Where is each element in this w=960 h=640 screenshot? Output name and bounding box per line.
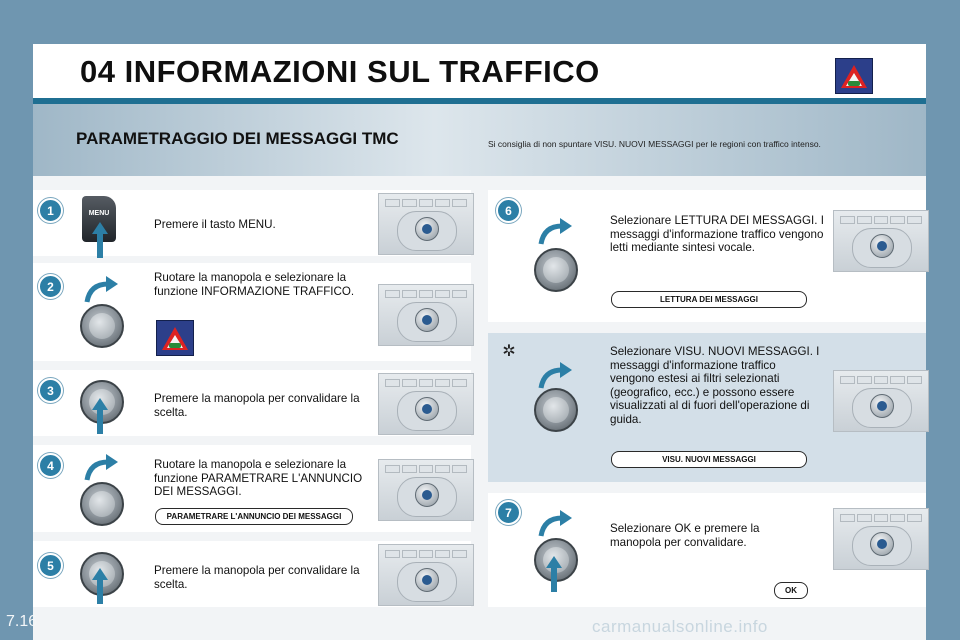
rotate-arrow-icon xyxy=(538,362,572,390)
press-arrow-icon xyxy=(92,398,108,434)
knob-icon xyxy=(80,482,124,526)
traffic-sign-icon xyxy=(156,320,194,356)
step-5-text: Premere la manopola per convalidare la scelta. xyxy=(154,564,360,591)
step-2-number: 2 xyxy=(38,274,63,299)
step-7-number: 7 xyxy=(496,500,521,525)
step-3-text: Premere la manopola per convalidare la scelta. xyxy=(154,392,360,419)
step-1-number: 1 xyxy=(38,198,63,223)
radio-panel-icon xyxy=(378,284,474,346)
rotate-arrow-icon xyxy=(538,218,572,246)
visu-text: Selezionare VISU. NUOVI MESSAGGI. I messaggi d'informazione traffico vengono estesi ai filtri selezionati (geografico, ecc.) e possono essere visualizzati al di fuori dell'operazione di guida. xyxy=(610,345,820,426)
radio-panel-icon xyxy=(378,373,474,435)
ok-option: OK xyxy=(774,582,808,599)
page-number: 7.16 xyxy=(6,613,38,630)
rotate-arrow-icon xyxy=(84,454,118,482)
step-4-number: 4 xyxy=(38,453,63,478)
step-4-text: Ruotare la manopola e selezionare la funzione PARAMETRARE L'ANNUNCIO DEI MESSAGGI. xyxy=(154,458,363,498)
settings-icon: ✲ xyxy=(502,343,516,360)
press-arrow-icon xyxy=(546,556,562,592)
radio-panel-icon xyxy=(378,544,474,606)
rotate-arrow-icon xyxy=(84,276,118,304)
section-title: PARAMETRAGGIO DEI MESSAGGI TMC xyxy=(76,129,399,148)
step-3-number: 3 xyxy=(38,378,63,403)
radio-panel-icon xyxy=(378,193,474,255)
watermark: carmanualsonline.info xyxy=(592,617,768,636)
step-5-number: 5 xyxy=(38,553,63,578)
knob-icon xyxy=(534,248,578,292)
lettura-messaggi-option: LETTURA DEI MESSAGGI xyxy=(611,291,807,308)
knob-icon xyxy=(534,388,578,432)
step-2-text: Ruotare la manopola e selezionare la funzione INFORMAZIONE TRAFFICO. xyxy=(154,271,355,298)
step-7-text: Selezionare OK e premere la manopola per convalidare. xyxy=(610,522,760,549)
radio-panel-icon xyxy=(378,459,474,521)
press-arrow-icon xyxy=(92,568,108,604)
tip-text: Si consiglia di non spuntare VISU. NUOVI MESSAGGI per le regioni con traffico intenso. xyxy=(488,139,821,149)
parametrare-annuncio-option: PARAMETRARE L'ANNUNCIO DEI MESSAGGI xyxy=(155,508,353,525)
step-1-text: Premere il tasto MENU. xyxy=(154,218,276,231)
radio-panel-icon xyxy=(833,508,929,570)
knob-icon xyxy=(80,304,124,348)
press-arrow-icon xyxy=(92,222,108,258)
menu-key-label: MENU xyxy=(88,210,110,217)
radio-panel-icon xyxy=(833,370,929,432)
step-6-text: Selezionare LETTURA DEI MESSAGGI. I messaggi d'informazione traffico vengono letti mediante sintesi vocale. xyxy=(610,214,824,254)
page-title: 04 INFORMAZIONI SUL TRAFFICO xyxy=(80,54,600,89)
rotate-arrow-icon xyxy=(538,510,572,538)
traffic-sign-icon xyxy=(835,58,873,94)
visu-nuovi-messaggi-option: VISU. NUOVI MESSAGGI xyxy=(611,451,807,468)
step-6-number: 6 xyxy=(496,198,521,223)
radio-panel-icon xyxy=(833,210,929,272)
